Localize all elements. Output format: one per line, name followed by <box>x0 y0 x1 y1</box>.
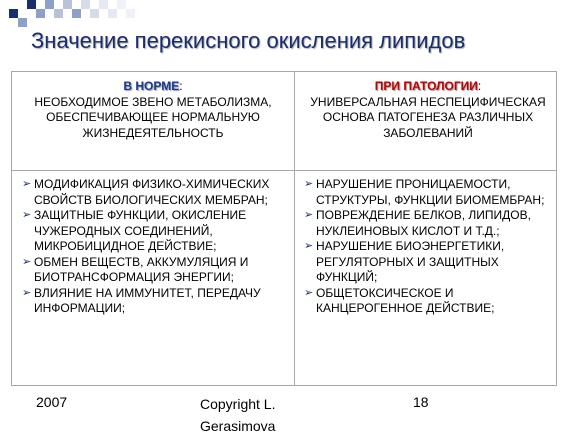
pathology-description: УНИВЕРСАЛЬНАЯ НЕСПЕЦИФИЧЕСКАЯ ОСНОВА ПАТОГЕНЕЗА РАЗЛИЧНЫХ ЗАБОЛЕВАНИЙ <box>310 94 546 140</box>
list-item: ➢ ОБЩЕТОКСИЧЕСКОЕ И КАНЦЕРОГЕННОЕ ДЕЙСТВИЕ; <box>304 285 495 315</box>
arrow-bullet-icon: ➢ <box>22 286 32 299</box>
footer-year: 2007 <box>36 394 68 410</box>
arrow-bullet-icon: ➢ <box>22 209 32 221</box>
list-item: ➢ ПОВРЕЖДЕНИЕ БЕЛКОВ, ЛИПИДОВ, НУКЛЕИНОВЫХ КИСЛОТ И Т.Д.; <box>304 208 531 238</box>
arrow-bullet-icon: ➢ <box>304 286 314 299</box>
list-item: ➢ МОДИФИКАЦИЯ ФИЗИКО-ХИМИЧЕСКИХ СВОЙСТВ БИОЛОГИЧЕСКИХ МЕМБРАН; <box>22 177 270 207</box>
slide-title: Значение перекисного окисления липидов <box>31 28 466 53</box>
arrow-bullet-icon: ➢ <box>304 240 314 252</box>
page-number: 18 <box>413 394 429 410</box>
list-item: ➢ ЗАЩИТНЫЕ ФУНКЦИИ, ОКИСЛЕНИЕ ЧУЖЕРОДНЫХ СОЕДИНЕНИЙ, МИКРОБИЦИДНОЕ ДЕЙСТВИЕ; <box>22 208 247 253</box>
arrow-bullet-icon: ➢ <box>22 255 32 268</box>
list-item: ➢ ВЛИЯНИЕ НА ИММУНИТЕТ, ПЕРЕДАЧУ ИНФОРМАЦИИ; <box>22 285 261 315</box>
normal-description: НЕОБХОДИМОЕ ЗВЕНО МЕТАБОЛИЗМА, ОБЕСПЕЧИВАЮЩЕЕ НОРМАЛЬНУЮ ЖИЗНЕДЕЯТЕЛЬНОСТЬ <box>34 94 272 140</box>
arrow-bullet-icon: ➢ <box>22 178 32 190</box>
pathology-header-cell <box>304 79 552 141</box>
arrow-bullet-icon: ➢ <box>304 209 314 221</box>
pathology-heading-suffix: : <box>477 79 482 93</box>
list-item: ➢ НАРУШЕНИЕ ПРОНИЦАЕМОСТИ, СТРУКТУРЫ, ФУНКЦИИ БИОМЕМБРАН; <box>304 177 545 207</box>
pathology-heading: ПРИ ПАТОЛОГИИ <box>374 79 478 93</box>
normal-header-cell <box>16 79 290 141</box>
normal-heading-suffix: : <box>179 79 183 93</box>
normal-list-cell <box>21 177 289 317</box>
normal-list <box>21 177 289 317</box>
list-item: ➢ НАРУШЕНИЕ БИОЭНЕРГЕТИКИ, РЕГУЛЯТОРНЫХ И ЗАЩИТНЫХ ФУНКЦИЙ; <box>304 239 505 284</box>
corner-decoration <box>0 0 150 30</box>
comparison-table <box>11 71 557 386</box>
pathology-list-cell <box>303 177 551 317</box>
arrow-bullet-icon: ➢ <box>304 178 314 190</box>
list-item: ➢ ОБМЕН ВЕЩЕСТВ, АККУМУЛЯЦИЯ И БИОТРАНСФОРМАЦИЯ ЭНЕРГИИ; <box>22 254 249 284</box>
pathology-list <box>303 177 551 317</box>
footer-copyright: Copyright L. Gerasimova <box>200 396 276 434</box>
normal-heading: В НОРМЕ <box>123 79 180 93</box>
